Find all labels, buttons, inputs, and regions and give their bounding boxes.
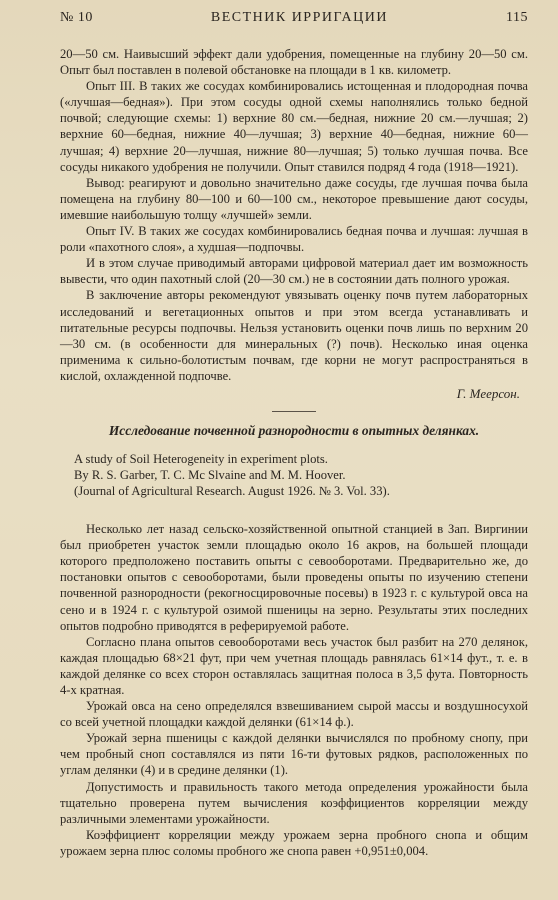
paragraph: Допустимость и правильность такого метода определения урожайности была тщательно проверена путем вычисления коэффициентов корреляции между различными элементами урожайности. <box>60 779 528 826</box>
citation-line: A study of Soil Heterogeneity in experiment plots. <box>74 452 328 467</box>
journal-title: ВЕСТНИК ИРРИГАЦИИ <box>210 10 389 25</box>
paragraph: Согласно плана опытов севооборотами весь участок был разбит на 270 делянок, каждая площадью 68×21 фут, при чем учетная площадь равнялась 61×14 фут., т. е. в каждой делянке со всех сторон оставлялась защитная полоса в 3,5 фута. Повторность 4-х кратная. <box>60 634 528 697</box>
paragraph: Вывод: реагируют и довольно значительно даже сосуды, где лучшая почва была помещена на глубину 80—100 и 60—100 см., некоторое превышение дают сосуды, имевшие наибольшую толщу «лучшей» земли. <box>60 175 528 222</box>
section-title: Исследование почвенной разнородности в опытных делянках. <box>108 423 480 439</box>
citation-line: By R. S. Garber, T. C. Mc Slvaine and M. M. Hoover. <box>74 468 346 483</box>
paragraph: 20—50 см. Наивысший эффект дали удобрения, помещенные на глубину 20—50 см. Опыт был поставлен в полевой обстановке на площади в 1 кв. километр. <box>60 47 528 78</box>
issue-number: № 10 <box>60 10 93 25</box>
page-number: 115 <box>506 10 528 25</box>
section-divider <box>272 411 316 412</box>
citation-line: (Journal of Agricultural Research. August 1926. № 3. Vol. 33). <box>74 484 390 499</box>
paragraph: В заключение авторы рекомендуют увязывать оценку почв путем лабораторных исследований и вегетационных опытов и при этом всегда устанавливать и питательные ресурсы подпочвы. Нельзя установить оценки почв лишь по верхним 20—30 см. (в особенности для минеральных (?) почв). Несколько иная оценка применима к сильно-болотистым почвам, где корни не могут распространяться в кислой, охлажденной подпочве. <box>60 288 528 383</box>
paragraph: Опыт III. В таких же сосудах комбинировались истощенная и плодородная почва («лучшая—бедная»). При этом сосуды одной схемы наполнялись только бедной почвой; следующие схемы: 1) верхние 80 см.—бедная, нижние 20 см.—лучшая; 2) верхние 60—бедная, нижние 40—лучшая; 3) верхние 40—бедная, нижние 60—лучшая; 4) верхние 20—лучшая, нижние 80—лучшая; 5) только лучшая почва. Все сосуды никакого удобрения не получили. Опыт ставился подряд 4 года (1918—1921). <box>60 79 528 174</box>
paragraph: Несколько лет назад сельско-хозяйственной опытной станцией в Зап. Виргинии был приобретен участок земли площадью около 16 акров, на большей площади которого предположено поставить опыты с севооборотами. Предварительно же, до постановки опытов с севооборотами, были проведены опыты по изучению степени почвенной разнородности (рекогносцировочные посевы) в 1923 г. с культурой овса на сено и в 1924 г. с культурой озимой пшеницы на зерно. Результаты этих последних опытов подробно приводятся в реферируемой работе. <box>60 522 528 633</box>
paragraph: Коэффициент корреляции между урожаем зерна пробного снопа и общим урожаем зерна плюс соломы пробного же снопа равен +0,951±0,004. <box>60 827 528 858</box>
bottom-text <box>60 521 528 859</box>
top-text <box>60 46 528 384</box>
paragraph: Опыт IV. В таких же сосудах комбинировались бедная почва и лучшая: лучшая в роли «пахотного слоя», а худшая—подпочвы. <box>60 224 528 255</box>
paragraph: Урожай овса на сено определялся взвешиванием сырой массы и воздушносухой со всей учетной площадки каждой делянки (61×14 ф.). <box>60 699 528 730</box>
paragraph: Урожай зерна пшеницы с каждой делянки вычислялся по пробному снопу, при чем пробный сноп составлялся из пяти 16-ти футовых рядков, расположенных по углам делянки (4) и в средине делянки (1). <box>60 731 528 778</box>
citation <box>60 451 528 499</box>
page-header <box>60 10 528 32</box>
paragraph: И в этом случае приводимый авторами цифровой материал дает им возможность вывести, что один пахотный слой (20—30 см.) не в состоянии дать полного урожая. <box>60 256 528 287</box>
author-signature: Г. Меерсон. <box>456 385 520 401</box>
article-body <box>60 46 528 859</box>
